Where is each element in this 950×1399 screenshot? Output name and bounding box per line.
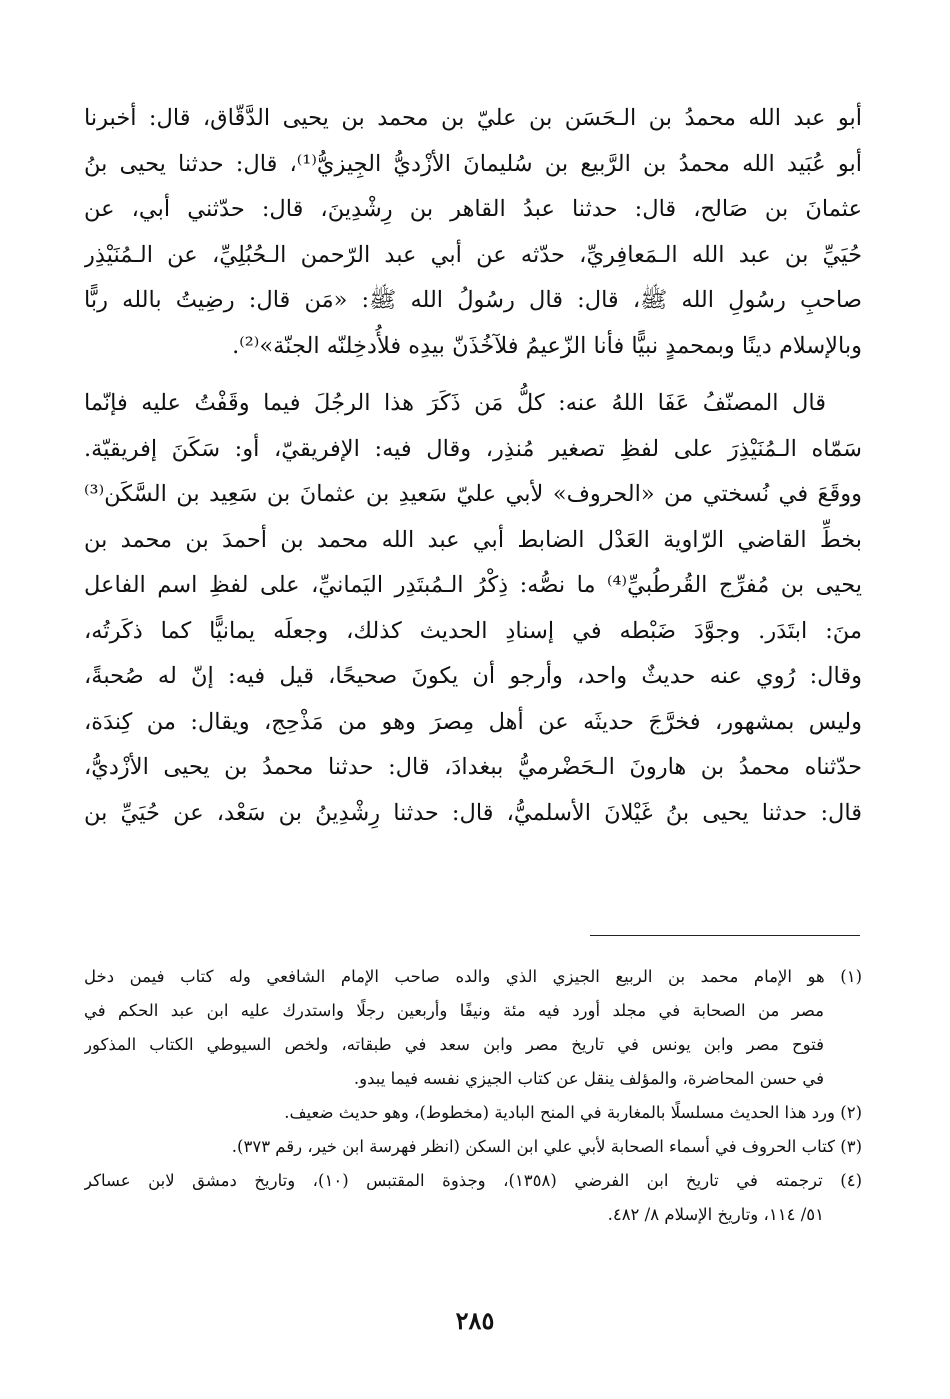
text-line: بخطِّ القاضي الرّاوية العَدْل الضابط أبي عبد الله محمد بن أحمدَ بن محمد بن	[84, 526, 862, 553]
text-line: قال: حدثنا يحيى بنُ غَيْلانَ الأسلميُّ، قال: حدثنا رِشْدِينُ بن سَعْد، عن حُيَيِّ بن	[84, 799, 862, 826]
footnote-line: فتوح مصر وابن يونس في تاريخ مصر وابن سعد في طبقاته، ولخص السيوطي الكتاب المذكور	[84, 1035, 824, 1054]
footnote-line: مصر من الصحابة في مجلد أورد فيه مئة ونيفًا وأربعين رجلًا واستدرك عليه ابن عبد الحكم في	[84, 1001, 824, 1020]
paragraph-gap	[84, 369, 862, 381]
footnote-line: (٣) كتاب الحروف في أسماء الصحابة لأبي علي ابن السكن (انظر فهرسة ابن خير، رقم ٣٧٣).	[231, 1137, 862, 1156]
footnote-line: ٥١/ ١١٤، وتاريخ الإسلام ٨/ ٤٨٢.	[607, 1205, 824, 1224]
text-line: أبو عُبَيد الله محمدُ بن الرَّبيع بن سُليمانَ الأزْديُّ الجِيزيُّ⁽¹⁾، قال: حدثنا يحيى بنُ	[84, 150, 862, 177]
footnote-line: في حسن المحاضرة، والمؤلف ينقل عن كتاب الجيزي نفسه فيما يبدو.	[353, 1069, 824, 1088]
footnotes	[84, 960, 862, 1232]
footnote-2	[84, 1096, 862, 1130]
text-line: سَمّاه الـمُنَيْذِرَ على لفظِ تصغير مُنذِر، وقال فيه: الإفريقيّ، أو: سَكَنَ إفريقيّة.	[84, 435, 862, 462]
text-line: حُيَيِّ بن عبد الله الـمَعافِريِّ، حدّثه عن أبي عبد الرّحمن الـحُبُلِيِّ، عن الـمُنَيْذِر	[84, 241, 862, 268]
text-line: منَ: ابتَدَر. وجوَّدَ ضَبْطه في إسنادِ الحديث كذلك، وجعلَه يمانيًّا كما ذكَرتُه،	[84, 617, 862, 644]
text-line: ووقَعَ في نُسختي من «الحروف» لأبي عليّ سَعيدِ بن عثمانَ بن سَعِيد بن السَّكَن⁽³⁾	[84, 481, 862, 507]
text-line: أبو عبد الله محمدُ بن الـحَسَن بن عليّ بن محمد بن يحيى الدَّقّاق، قال: أخبرنا	[84, 105, 862, 131]
footnote-line: (١) هو الإمام محمد بن الربيع الجيزي الذي والده صاحب الإمام الشافعي وله كتاب فيمن دخل	[84, 967, 862, 986]
footnote-3	[84, 1130, 862, 1164]
text-line: يحيى بن مُفرِّج القُرطُبيِّ⁽⁴⁾ ما نصُّه: ذِكْرُ الـمُبتَدِر اليَمانيِّ، على لفظِ اسم الفاعل	[84, 572, 862, 598]
footnote-line: (٢) ورد هذا الحديث مسلسلًا بالمغاربة في المنح البادية (مخطوط)، وهو حديث ضعيف.	[284, 1103, 862, 1122]
text-line: وليس بمشهور، فخرَّجَ حديثَه عن أهل مِصرَ وهو من مَذْحِج، ويقال: من كِندَة،	[84, 708, 862, 735]
main-text	[84, 96, 862, 836]
text-line: صاحبِ رسُولِ الله ﷺ، قال: قال رسُولُ الله ﷺ: «مَن قال: رضِيتُ بالله ربًّا	[84, 287, 862, 313]
text-line: قال المصنّفُ عَفَا اللهُ عنه: كلُّ مَن ذَكَرَ هذا الرجُلَ فيما وقَفْتُ عليه فإنّما	[84, 390, 826, 416]
footnote-separator	[590, 935, 860, 936]
text-line: وبالإسلام دينًا وبمحمدٍ نبيًّا فأنا الزّعيمُ فلآخُذَنّ بيدِه فلأُدخِلنّه الجنّة»⁽²⁾.	[232, 332, 862, 359]
footnote-line: (٤) ترجمته في تاريخ ابن الفرضي (١٣٥٨)، وجذوة المقتبس (١٠)، وتاريخ دمشق لابن عساكر	[84, 1171, 862, 1190]
footnote-1	[84, 960, 862, 1096]
paragraph-hadith	[84, 96, 862, 369]
footnote-4	[84, 1164, 862, 1232]
text-line: حدّثناه محمدُ بن هارونَ الـحَضْرميُّ ببغدادَ، قال: حدثنا محمدُ بن يحيى الأزْديُّ،	[84, 754, 862, 780]
text-line: وقال: رُوي عنه حديثٌ واحد، وأرجو أن يكونَ صحيحًا، قيل فيه: إنّ له صُحبةً،	[84, 663, 862, 689]
paragraph-author-comment	[84, 381, 862, 836]
text-line: عثمانَ بن صَالح، قال: حدثنا عبدُ القاهر بن رِشْدِينَ، قال: حدّثني أبي، عن	[84, 196, 862, 222]
page-number: ٢٨٥	[455, 1306, 495, 1335]
